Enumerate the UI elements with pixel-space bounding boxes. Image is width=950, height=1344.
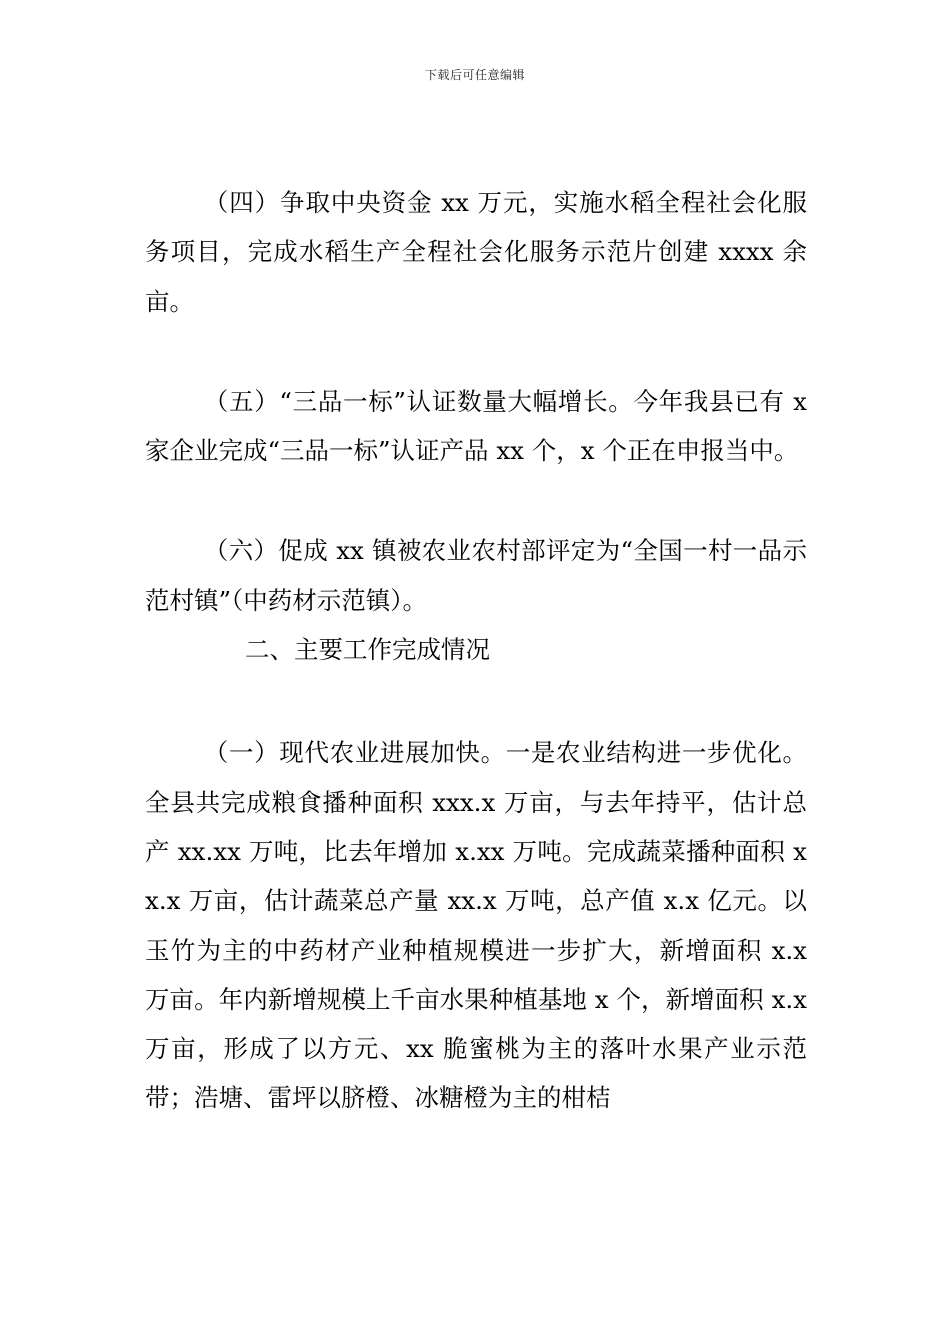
document-body (145, 178, 807, 1123)
paragraph-item-4: （四）争取中央资金 xx 万元，实施水稻全程社会化服务项目，完成水稻生产全程社会化服务示范片创建 xxxx 余亩。 (145, 188, 807, 316)
section-heading: 二、主要工作完成情况 (245, 635, 490, 665)
section-paragraph-1: （一）现代农业进展加快。一是农业结构进一步优化。全县共完成粮食播种面积 xxx.x 万亩，与去年持平，估计总产 xx.xx 万吨，比去年增加 x.xx 万吨。完成蔬菜播种面积 xx.x 万亩，估计蔬菜总产量 xx.x 万吨，总产值 x.x 亿元。以玉竹为主的中药材产业种植规模进一步扩大，新增面积 x.x 万亩。年内新增规模上千亩水果种植基地 x 个，新增面积 x.x 万亩，形成了以方元、xx 脆蜜桃为主的落叶水果产业示范带；浩塘、雷坪以脐橙、冰糖橙为主的柑桔 (145, 738, 807, 1113)
page-header-note: 下载后可任意编辑 (424, 68, 525, 82)
paragraph-item-5: （五）“三品一标”认证数量大幅增长。今年我县已有 x 家企业完成“三品一标”认证产品 xx 个，x 个正在申报当中。 (145, 386, 807, 466)
paragraph-item-6: （六）促成 xx 镇被农业农村部评定为“全国一村一品示范村镇”（中药材示范镇）。 (145, 536, 807, 615)
